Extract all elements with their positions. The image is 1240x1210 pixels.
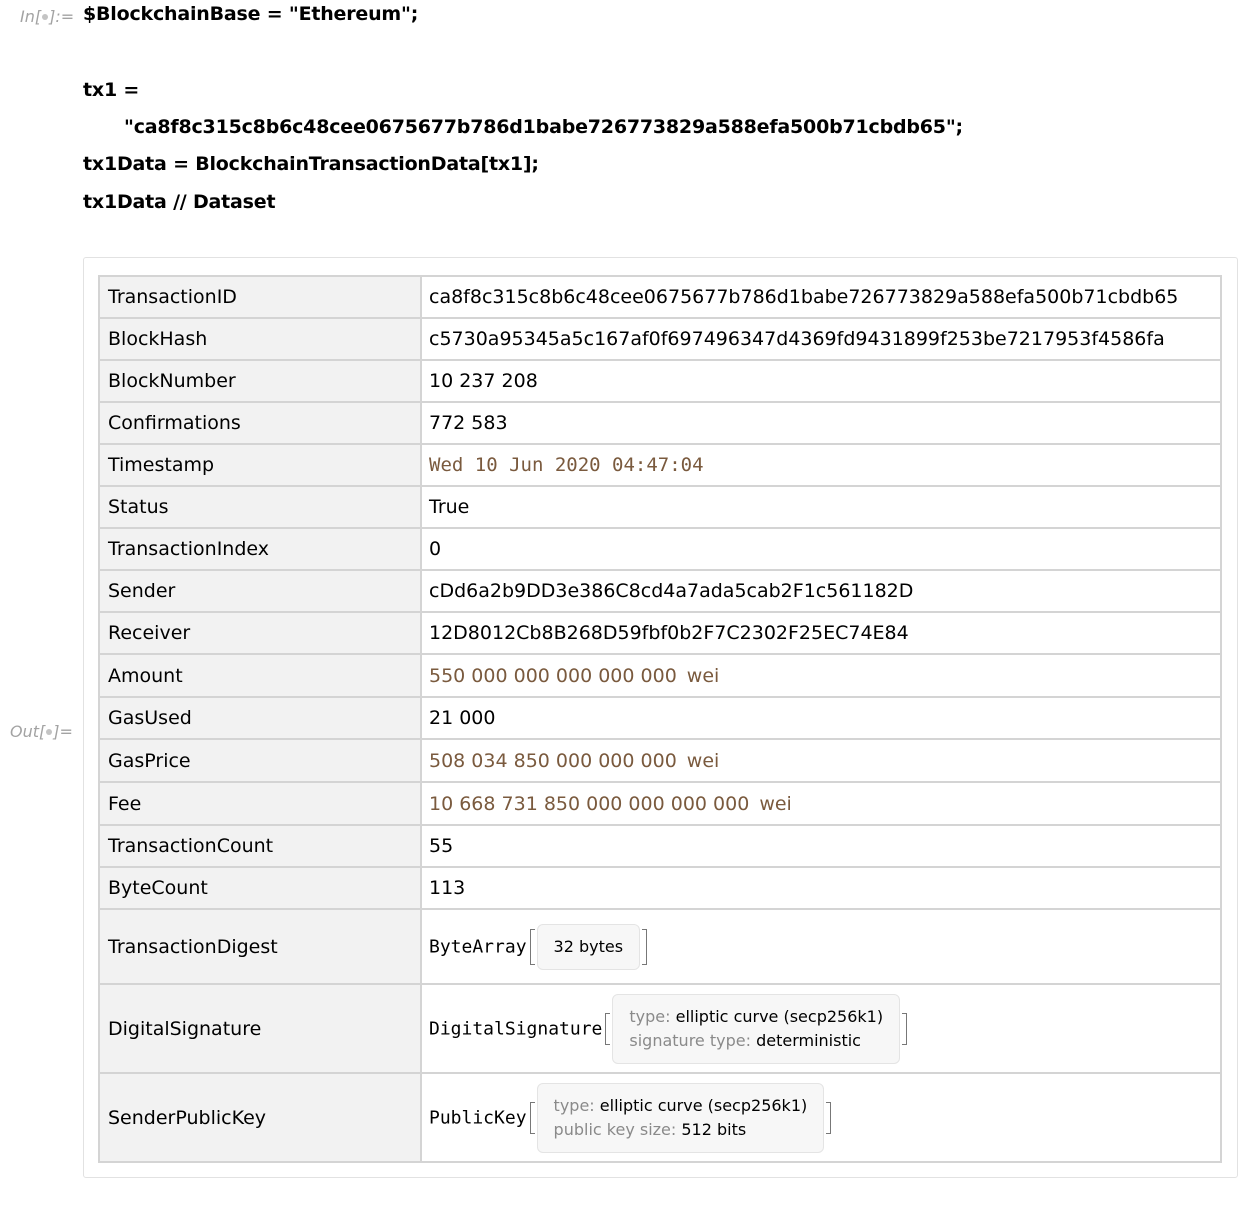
row-key: GasUsed xyxy=(99,697,421,739)
summary-label: type: xyxy=(629,1006,671,1026)
row-key: TransactionDigest xyxy=(99,909,421,984)
table-row[interactable] xyxy=(99,825,1221,867)
output-cell-label: Out[ ]= xyxy=(10,722,73,741)
row-key: BlockNumber xyxy=(99,360,421,402)
quantity-magnitude: 10 668 731 850 000 000 000 000 xyxy=(429,792,750,815)
row-key: Fee xyxy=(99,782,421,825)
row-value[interactable]: True xyxy=(421,486,1221,528)
summary-label: type: xyxy=(553,1095,595,1115)
table-row[interactable] xyxy=(99,909,1221,984)
row-value[interactable]: 10 237 208 xyxy=(421,360,1221,402)
object-head: DigitalSignature xyxy=(429,1018,603,1039)
row-key: Receiver xyxy=(99,612,421,654)
summary-box[interactable] xyxy=(537,924,641,970)
table-row[interactable] xyxy=(99,444,1221,486)
table-row[interactable] xyxy=(99,528,1221,570)
quantity-value[interactable] xyxy=(421,782,1221,825)
object-head: ByteArray xyxy=(429,936,527,957)
digital-signature-object[interactable] xyxy=(421,984,1221,1073)
code-line-tx1-assign[interactable]: tx1 = xyxy=(83,79,140,101)
quantity-unit: wei xyxy=(759,792,792,815)
summary-value: deterministic xyxy=(756,1030,861,1050)
code-line-dataset[interactable]: tx1Data // Dataset xyxy=(83,191,276,213)
table-row[interactable] xyxy=(99,654,1221,697)
summary-text: 32 bytes xyxy=(553,936,624,956)
summary-value: elliptic curve (secp256k1) xyxy=(599,1095,808,1115)
bytearray-object[interactable] xyxy=(421,909,1221,984)
table-row[interactable] xyxy=(99,276,1221,318)
table-row[interactable] xyxy=(99,782,1221,825)
row-key: TransactionIndex xyxy=(99,528,421,570)
row-key: BlockHash xyxy=(99,318,421,360)
table-row[interactable] xyxy=(99,867,1221,909)
row-key: SenderPublicKey xyxy=(99,1073,421,1162)
summary-box[interactable] xyxy=(612,994,900,1064)
row-value[interactable]: 55 xyxy=(421,825,1221,867)
left-bracket xyxy=(605,1013,610,1045)
code-line-blockchain-base[interactable]: $BlockchainBase = "Ethereum"; xyxy=(83,3,419,25)
row-key: Timestamp xyxy=(99,444,421,486)
table-row[interactable] xyxy=(99,402,1221,444)
row-value[interactable]: 113 xyxy=(421,867,1221,909)
code-line-tx1data[interactable]: tx1Data = BlockchainTransactionData[tx1]; xyxy=(83,153,539,175)
quantity-unit: wei xyxy=(686,664,720,687)
row-value[interactable]: ca8f8c315c8b6c48cee0675677b786d1babe726773829a588efa500b71cbdb65 xyxy=(421,276,1221,318)
summary-box[interactable] xyxy=(537,1083,825,1153)
object-head: PublicKey xyxy=(429,1107,527,1128)
left-bracket xyxy=(530,1102,535,1134)
table-row[interactable] xyxy=(99,318,1221,360)
table-row[interactable] xyxy=(99,486,1221,528)
quantity-value[interactable] xyxy=(421,739,1221,782)
timestamp-value[interactable]: Wed 10 Jun 2020 04:47:04 xyxy=(421,444,1221,486)
quantity-unit: wei xyxy=(686,749,720,772)
row-value[interactable]: 12D8012Cb8B268D59fbf0b2F7C2302F25EC74E84 xyxy=(421,612,1221,654)
quantity-magnitude: 508 034 850 000 000 000 xyxy=(429,749,677,772)
row-key: TransactionID xyxy=(99,276,421,318)
table-row[interactable] xyxy=(99,360,1221,402)
summary-label: public key size: xyxy=(553,1119,677,1139)
row-key: Confirmations xyxy=(99,402,421,444)
summary-value: elliptic curve (secp256k1) xyxy=(675,1006,884,1026)
summary-label: signature type: xyxy=(629,1030,751,1050)
row-key: ByteCount xyxy=(99,867,421,909)
right-bracket xyxy=(902,1013,907,1045)
table-row[interactable] xyxy=(99,739,1221,782)
code-line-tx1-hash[interactable]: "ca8f8c315c8b6c48cee0675677b786d1babe726773829a588efa500b71cbdb65"; xyxy=(124,116,963,138)
right-bracket xyxy=(642,929,647,965)
row-key: TransactionCount xyxy=(99,825,421,867)
row-key: DigitalSignature xyxy=(99,984,421,1073)
table-row[interactable] xyxy=(99,612,1221,654)
row-key: Amount xyxy=(99,654,421,697)
table-row[interactable] xyxy=(99,984,1221,1073)
row-key: GasPrice xyxy=(99,739,421,782)
right-bracket xyxy=(826,1102,831,1134)
row-key: Sender xyxy=(99,570,421,612)
row-value[interactable]: c5730a95345a5c167af0f697496347d4369fd9431899f253be7217953f4586fa xyxy=(421,318,1221,360)
summary-value: 512 bits xyxy=(681,1119,747,1139)
quantity-value[interactable] xyxy=(421,654,1221,697)
row-value[interactable]: 0 xyxy=(421,528,1221,570)
dataset-table xyxy=(98,275,1222,1163)
table-row[interactable] xyxy=(99,697,1221,739)
row-value[interactable]: cDd6a2b9DD3e386C8cd4a7ada5cab2F1c561182D xyxy=(421,570,1221,612)
row-value[interactable]: 772 583 xyxy=(421,402,1221,444)
quantity-magnitude: 550 000 000 000 000 000 xyxy=(429,664,677,687)
input-cell-label: In[ ]:= xyxy=(20,7,75,26)
left-bracket xyxy=(530,929,535,965)
row-key: Status xyxy=(99,486,421,528)
table-row[interactable] xyxy=(99,1073,1221,1162)
public-key-object[interactable] xyxy=(421,1073,1221,1162)
row-value[interactable]: 21 000 xyxy=(421,697,1221,739)
table-row[interactable] xyxy=(99,570,1221,612)
